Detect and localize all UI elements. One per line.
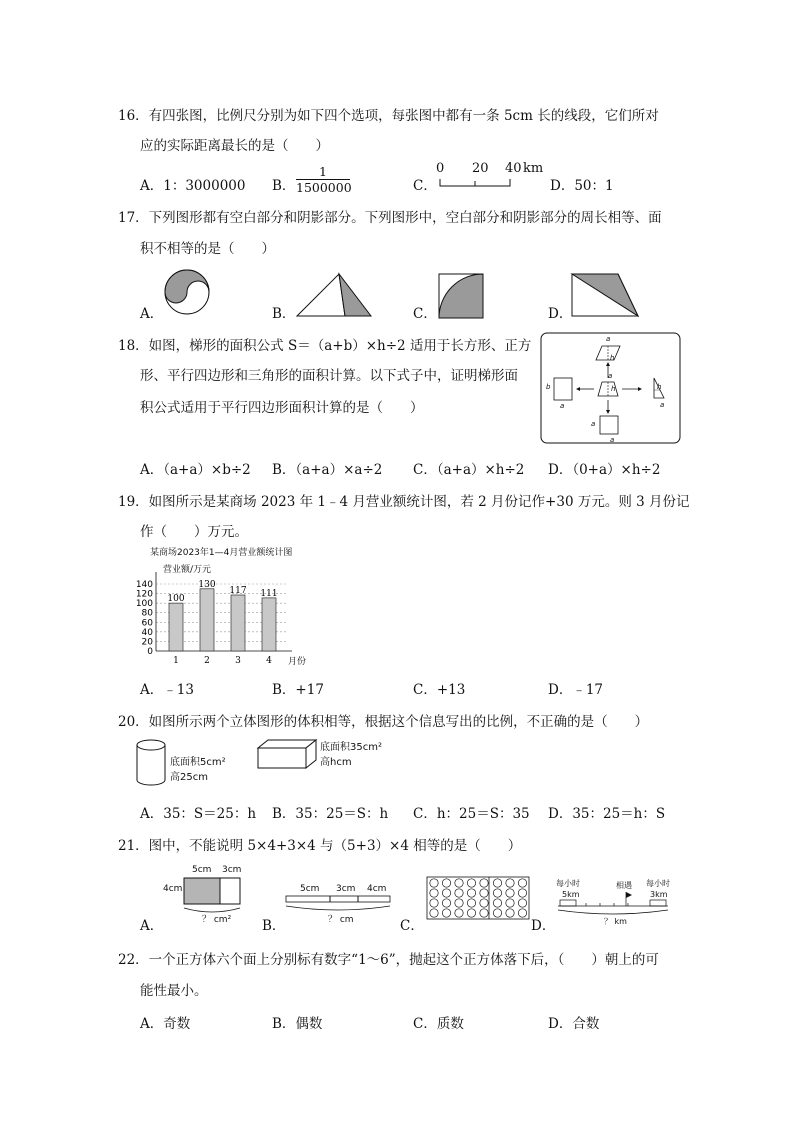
cylinder-area: 底面积5cm² xyxy=(170,757,226,768)
dot-circle xyxy=(506,909,514,917)
chart-title: 某商场2023年1—4月营业额统计图 xyxy=(150,548,293,558)
dot-circle xyxy=(430,899,438,907)
figD-left-bot: 5km xyxy=(562,890,580,899)
q18-line2: 形、平行四边形和三角形的面积计算。以下式子中，证明梯形面 xyxy=(140,368,518,384)
q18-line3: 积公式适用于平行四边形面积计算的是（ ） xyxy=(140,400,424,416)
q19-line2: 作（ ）万元。 xyxy=(140,524,248,540)
dot-circle xyxy=(493,879,501,887)
scale-unit: km xyxy=(523,161,544,176)
dot-circle xyxy=(442,909,450,917)
chart-ytick-label: 60 xyxy=(141,618,153,629)
chart-xtick-label: 2 xyxy=(204,656,210,666)
q21-line1: 21．图中，不能说明 5×4+3×4 与（5+3）×4 相等的是（ ） xyxy=(118,838,522,854)
q16-line1: 16．有四张图，比例尺分别为如下四个选项，每张图中都有一条 5cm 长的线段，它们所对 xyxy=(118,108,659,124)
figB-t3: 4cm xyxy=(367,884,387,894)
diagram-letter-a-bottom: a xyxy=(591,420,596,428)
chart-xlabel: 月份 xyxy=(288,657,307,667)
dot-circle xyxy=(455,899,463,907)
dot-circle xyxy=(480,899,488,907)
figD-bottom: ？ km xyxy=(604,917,627,926)
dot-circle xyxy=(455,909,463,917)
figA-top1: 5cm xyxy=(192,865,212,875)
scale-tick-20: 20 xyxy=(472,161,489,176)
q17-label-c: C． xyxy=(413,306,437,322)
chart-data-label: 117 xyxy=(229,586,247,597)
cuboid-area: 底面积35cm² xyxy=(320,742,382,753)
dot-circle xyxy=(493,899,501,907)
q22-line2: 能性最小。 xyxy=(140,983,208,999)
figA-side: 4cm xyxy=(163,884,183,894)
q16-option-a: A．1：3000000 xyxy=(140,178,246,194)
q20-option-b: B．35：25＝S：h xyxy=(272,806,389,822)
q19-option-a: A．﹣13 xyxy=(140,682,194,698)
q17-line1: 17．下列图形都有空白部分和阴影部分。下列图形中，空白部分和阴影部分的周长相等、面 xyxy=(118,210,662,226)
q16-option-c-label: C． xyxy=(413,178,437,194)
chart-bar xyxy=(231,595,245,651)
yin-yang-figure xyxy=(163,268,213,318)
trapezoid-figure xyxy=(570,272,642,320)
figD-right-top: 每小时 xyxy=(646,879,670,888)
dot-circle xyxy=(480,879,488,887)
chart-ytick-label: 120 xyxy=(135,589,153,600)
q19-option-c: C．+13 xyxy=(413,682,466,698)
chart-ytick-label: 20 xyxy=(141,637,153,648)
q16-option-d: D．50：1 xyxy=(550,178,614,194)
figB-t2: 3cm xyxy=(336,884,356,894)
dot-circle xyxy=(467,909,475,917)
figD-right-bot: 3km xyxy=(650,890,668,899)
q21-label-b: B． xyxy=(262,918,286,934)
dot-circle xyxy=(430,889,438,897)
dot-circle xyxy=(518,879,526,887)
dot-circle xyxy=(467,899,475,907)
q17-label-a: A． xyxy=(140,306,164,322)
chart-data-label: 100 xyxy=(167,594,185,605)
q21-label-d: D． xyxy=(531,918,556,934)
dot-circle xyxy=(455,889,463,897)
diagram-letter-h-right: h xyxy=(657,383,662,391)
diagram-letter-b: b xyxy=(546,383,551,391)
cylinder-height: 高25cm xyxy=(170,772,208,783)
chart-bar xyxy=(262,598,276,651)
q17-label-b: B． xyxy=(272,306,296,322)
diagram-letter-h-top: h xyxy=(610,354,615,362)
dot-circle xyxy=(430,909,438,917)
diagram-letter-a-left: a xyxy=(560,402,565,410)
chart-ytick-label: 0 xyxy=(147,647,153,657)
diagram-letter-a-base: a xyxy=(610,436,615,444)
quarter-circle-figure xyxy=(437,272,485,320)
chart-bar xyxy=(200,589,214,651)
chart-ytick-label: 40 xyxy=(141,627,153,638)
dot-circle xyxy=(518,909,526,917)
dot-circle xyxy=(506,879,514,887)
q19-option-b: B．+17 xyxy=(272,682,324,698)
q21-label-a: A． xyxy=(140,918,164,934)
q22-option-a: A．奇数 xyxy=(140,1016,191,1032)
q19-option-d: D．﹣17 xyxy=(548,682,604,698)
q16-option-b-fraction xyxy=(296,164,350,195)
scale-tick-40: 40 xyxy=(505,161,522,176)
fraction-denominator: 1500000 xyxy=(296,180,352,195)
q19-line1: 19．如图所示是某商场 2023 年 1﹣4 月营业额统计图，若 2 月份记作+30 万元。则 3 月份记 xyxy=(118,494,690,510)
chart-bar xyxy=(169,603,183,651)
q21-label-c: C． xyxy=(400,918,424,934)
q18-line1: 18．如图，梯形的面积公式 S＝（a+b）×h÷2 适用于长方形、正方 xyxy=(118,338,532,354)
bar-chart xyxy=(120,560,300,670)
cuboid-figure xyxy=(256,738,320,772)
dot-circle xyxy=(518,899,526,907)
chart-xtick-label: 4 xyxy=(266,656,272,666)
dot-circle xyxy=(430,879,438,887)
q17-label-d: D． xyxy=(548,306,573,322)
dot-circle xyxy=(480,909,488,917)
chart-xtick-label: 1 xyxy=(173,656,179,666)
figB-bottom: ？ cm xyxy=(328,915,354,925)
figD-mid: 相遇 xyxy=(616,881,632,890)
cuboid-height: 高hcm xyxy=(320,757,352,768)
q22-line1: 22．一个正方体六个面上分别标有数字“1～6”，抛起这个正方体落下后，（ ）朝上的可 xyxy=(118,952,659,968)
q20-option-d: D．35：25＝h：S xyxy=(548,806,666,822)
figA-top2: 3cm xyxy=(222,865,242,875)
diagram-letter-a-right: a xyxy=(660,401,665,409)
dot-circle xyxy=(467,879,475,887)
chart-ytick-label: 140 xyxy=(135,580,153,590)
dot-circle xyxy=(506,889,514,897)
dot-circle xyxy=(455,879,463,887)
chart-xtick-label: 3 xyxy=(235,656,241,666)
dot-circle xyxy=(442,889,450,897)
chart-ytick-label: 80 xyxy=(141,608,153,619)
fraction-numerator: 1 xyxy=(319,164,327,179)
chart-ytick-label: 100 xyxy=(135,599,153,610)
q18-option-b: B．（a+a）×a÷2 xyxy=(272,462,383,478)
triangle-figure xyxy=(295,272,375,320)
figD-left-top: 每小时 xyxy=(556,879,580,888)
scale-bar xyxy=(436,176,526,188)
q18-option-a: A．（a+a）×b÷2 xyxy=(140,462,251,478)
figB-t1: 5cm xyxy=(300,884,320,894)
q22-option-b: B．偶数 xyxy=(272,1016,323,1032)
chart-data-label: 130 xyxy=(198,579,216,590)
figA-bottom: ？ cm² xyxy=(202,915,232,925)
dot-circle xyxy=(442,879,450,887)
chart-data-label: 111 xyxy=(260,588,278,599)
dot-circle xyxy=(442,899,450,907)
diagram-letter-a-mid: a xyxy=(608,372,613,380)
q22-option-d: D．合数 xyxy=(548,1016,600,1032)
q16-option-b-label: B． xyxy=(272,178,296,194)
q20-option-a: A．35：S＝25：h xyxy=(140,806,257,822)
dot-circle xyxy=(467,889,475,897)
q16-line2: 应的实际距离最长的是（ ） xyxy=(140,138,329,154)
q18-option-d: D．（0+a）×h÷2 xyxy=(548,462,661,478)
diagram-letter-h-mid: h xyxy=(611,385,616,393)
dot-circle xyxy=(493,889,501,897)
q22-option-c: C．质数 xyxy=(413,1016,464,1032)
diagram-letter-a-top: a xyxy=(606,335,611,343)
q20-option-c: C．h：25＝S：35 xyxy=(413,806,530,822)
dot-circle xyxy=(518,889,526,897)
chart-ylabel: 营业额/万元 xyxy=(163,565,212,575)
cylinder-figure xyxy=(135,738,171,788)
dot-grid-figure xyxy=(426,876,532,922)
q18-option-c: C．（a+a）×h÷2 xyxy=(413,462,525,478)
dot-circle xyxy=(493,909,501,917)
q20-line1: 20．如图所示两个立体图形的体积相等，根据这个信息写出的比例，不正确的是（ ） xyxy=(118,714,649,730)
dot-circle xyxy=(480,889,488,897)
q17-line2: 积不相等的是（ ） xyxy=(140,241,275,257)
scale-tick-0: 0 xyxy=(436,161,445,176)
dot-circle xyxy=(506,899,514,907)
